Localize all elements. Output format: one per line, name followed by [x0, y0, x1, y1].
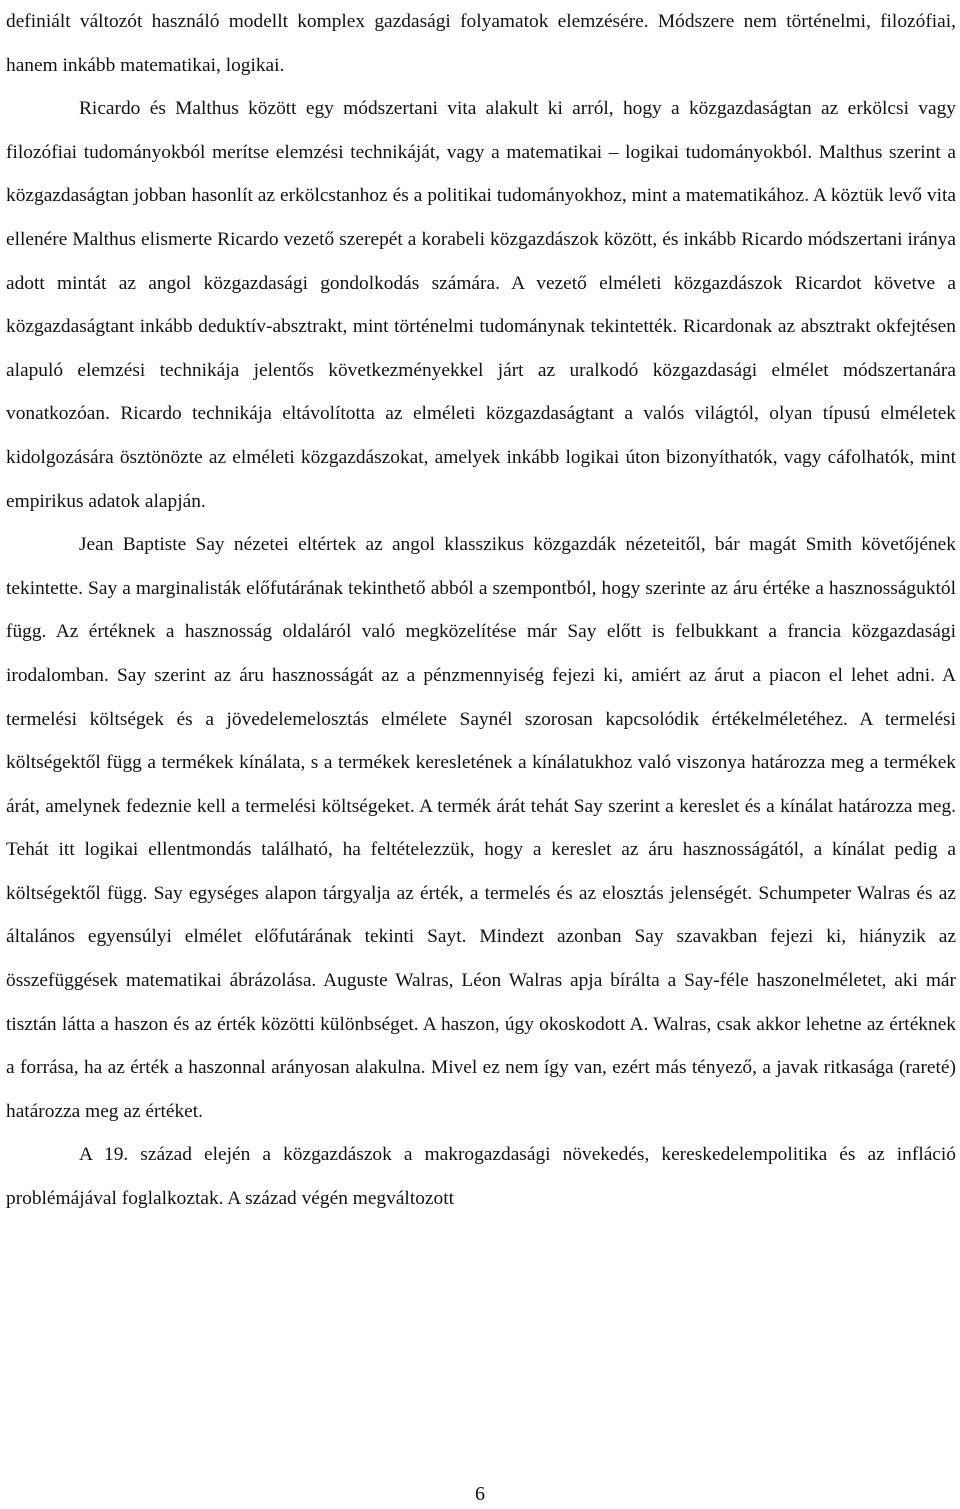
page-number: 6 [475, 1483, 485, 1505]
paragraph-19th-century: A 19. század elején a közgazdászok a makrogazdasági növekedés, kereskedelempolitika és az infláció problémájával foglalkoztak. A század végén megváltozott [6, 1144, 956, 1210]
paragraph-say: Jean Baptiste Say nézetei eltértek az angol klasszikus közgazdák nézeteitől, bár magát Smith követőjének tekintette. Say a marginalisták előfutárának tekinthető abból a szempontból, hogy szerinte az áru értéke a hasznosságuktól függ. Az értéknek a hasznosság oldaláról való megközelítése már Say előtt is felbukkant a francia közgazdasági irodalomban. Say szerint az áru hasznosságát az a pénzmennyiség fejezi ki, amiért az árut a piacon el lehet adni. A termelési költségek és a jövedelemelosztás elmélete Saynél szorosan kapcsolódik értékelméletéhez. A termelési költségektől függ a termékek kínálata, s a termékek keresletének a kínálatukhoz való viszonya határozza meg a termékek árát, amelynek fedeznie kell a termelési költségeket. A termék árát tehát Say szerint a kereslet és a kínálat határozza meg. Tehát itt logikai ellentmondás található, ha feltételezzük, hogy a kereslet az áru hasznosságától, a kínálat pedig a költségektől függ. Say egységes alapon tárgyalja az érték, a termelés és az elosztás jelenségét. Schumpeter Walras és az általános egyensúlyi elmélet előfutárának tekinti Sayt. Mindezt azonban Say szavakban fejezi ki, hiányzik az összefüggések matematikai ábrázolása. Auguste Walras, Léon Walras apja bírálta a Say-féle haszonelméletet, aki már tisztán látta a haszon és az érték közötti különbséget. A haszon, úgy okoskodott A. Walras, csak akkor lehetne az értéknek a forrása, ha az érték a haszonnal arányosan alakulna. Mivel ez nem így van, ezért más tényező, a javak ritkasága (rareté) határozza meg az értéket. [6, 534, 956, 1122]
paragraph-ricardo-malthus: Ricardo és Malthus között egy módszertani vita alakult ki arról, hogy a közgazdaságtan az erkölcsi vagy filozófiai tudományokból merítse elemzési technikáját, vagy a matematikai – logikai tudományokból. Malthus szerint a közgazdaságtan jobban hasonlít az erkölcstanhoz és a politikai tudományokhoz, mint a matematikához. A köztük levő vita ellenére Malthus elismerte Ricardo vezető szerepét a korabeli közgazdászok között, és inkább Ricardo módszertani iránya adott mintát az angol közgazdasági gondolkodás számára. A vezető elméleti közgazdászok Ricardot követve a közgazdaságtant inkább deduktív-absztrakt, mint történelmi tudománynak tekintették. Ricardonak az absztrakt okfejtésen alapuló elemzési technikája jelentős következményekkel járt az uralkodó közgazdasági elmélet módszertanára vonatkozóan. Ricardo technikája eltávolította az elméleti közgazdaságtant a valós világtól, olyan típusú elméletek kidolgozására ösztönözte az elméleti közgazdászokat, amelyek inkább logikai úton bizonyíthatók, vagy cáfolhatók, mint empirikus adatok alapján. [6, 98, 956, 512]
document-page [6, 0, 956, 1221]
paragraph-continuation: definiált változót használó modellt komplex gazdasági folyamatok elemzésére. Módszere nem történelmi, filozófiai, hanem inkább matematikai, logikai. [6, 11, 956, 76]
